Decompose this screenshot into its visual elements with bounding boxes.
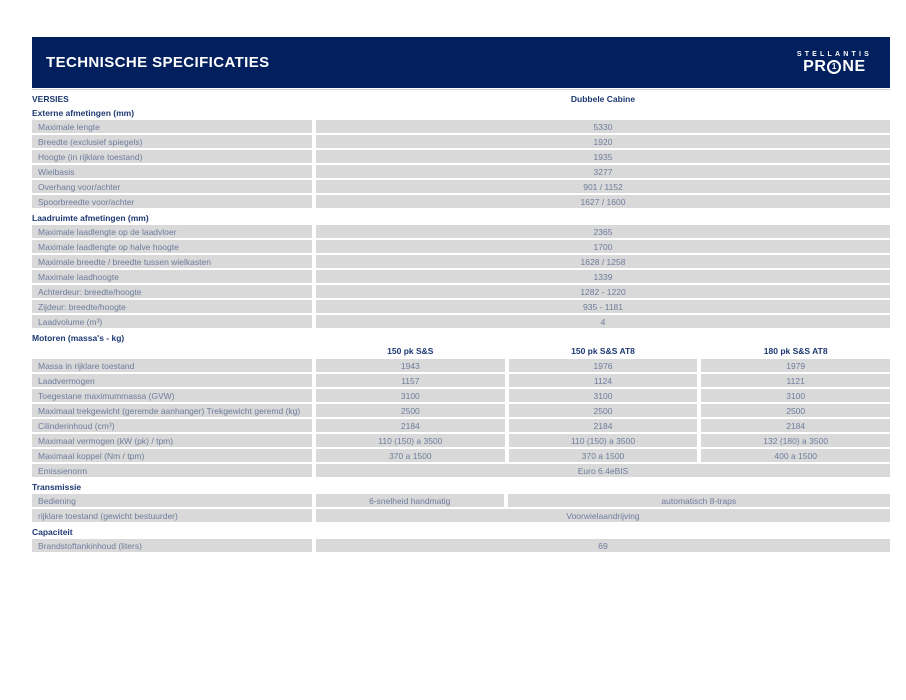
spec-value: 2500 (316, 404, 505, 417)
spec-row (32, 389, 890, 402)
spec-value: 370 a 1500 (509, 449, 698, 462)
spec-label: Hoogte (in rijklare toestand) (32, 150, 312, 163)
spec-value-merged: 69 (316, 539, 890, 552)
spec-label: Maximale laadlengte op de laadvloer (32, 225, 312, 238)
spec-label: Toegestane maximummassa (GVW) (32, 389, 312, 402)
spec-row (32, 315, 890, 328)
spec-row (32, 404, 890, 417)
spec-value: 110 (150) a 3500 (316, 434, 505, 447)
spec-label: Maximale breedte / breedte tussen wielkasten (32, 255, 312, 268)
engine-columns-spacer (32, 345, 316, 357)
spec-label: Zijdeur: breedte/hoogte (32, 300, 312, 313)
spec-row (32, 255, 890, 268)
engine-column-headers (316, 345, 890, 357)
spec-value: 3100 (509, 389, 698, 402)
section-title-exterior: Externe afmetingen (mm) (32, 107, 135, 118)
spec-value: 4 (316, 315, 890, 328)
spec-row (32, 374, 890, 387)
spec-value: 370 a 1500 (316, 449, 505, 462)
spec-value: 1920 (316, 135, 890, 148)
section-title-cargo: Laadruimte afmetingen (mm) (32, 212, 149, 223)
spec-row (32, 240, 890, 253)
spec-label: Maximaal trekgewicht (geremde aanhanger) Trekgewicht geremd (kg) (32, 404, 312, 417)
spec-label: Maximale laadlengte op halve hoogte (32, 240, 312, 253)
spec-row (32, 300, 890, 313)
spec-row-bediening (32, 494, 890, 507)
spec-value: 1979 (701, 359, 890, 372)
spec-value: 1935 (316, 150, 890, 163)
proone-wordmark (803, 59, 865, 75)
spec-label: Wielbasis (32, 165, 312, 178)
spec-label: rijklare toestand (gewicht bestuurder) (32, 509, 312, 522)
section-title-capacity: Capaciteit (32, 526, 73, 537)
spec-values (316, 434, 890, 447)
spec-value: 901 / 1152 (316, 180, 890, 193)
spec-row (32, 135, 890, 148)
versions-row (32, 89, 890, 105)
spec-label: Bediening (32, 494, 312, 507)
section-title-engines: Motoren (massa's - kg) (32, 332, 125, 343)
spec-values (316, 494, 890, 507)
spec-label: Maximaal koppel (Nm / tpm) (32, 449, 312, 462)
spec-values (316, 389, 890, 402)
spec-value-merged: Euro 6.4eBIS (316, 464, 890, 477)
spec-row (32, 419, 890, 432)
spec-value: 6-snelheid handmatig (316, 494, 504, 507)
proone-ne: NE (842, 57, 866, 75)
engine-column-header: 150 pk S&S AT8 (571, 346, 635, 356)
spec-value: 1157 (316, 374, 505, 387)
page-title: TECHNISCHE SPECIFICATIES (46, 54, 270, 71)
section-title-transmission: Transmissie (32, 481, 82, 492)
spec-value: 2500 (509, 404, 698, 417)
spec-row (32, 120, 890, 133)
spec-row-drive (32, 509, 890, 522)
spec-row (32, 180, 890, 193)
spec-value: 3277 (316, 165, 890, 178)
spec-row (32, 359, 890, 372)
spec-value: 5330 (316, 120, 890, 133)
spec-label: Achterdeur: breedte/hoogte (32, 285, 312, 298)
spec-row (32, 270, 890, 283)
spec-value: 1339 (316, 270, 890, 283)
spec-value: 2365 (316, 225, 890, 238)
spec-values (316, 449, 890, 462)
spec-label: Laadvolume (m³) (32, 315, 312, 328)
engine-column-header: 150 pk S&S (387, 346, 434, 356)
spec-label: Maximale lengte (32, 120, 312, 133)
spec-value: 3100 (316, 389, 505, 402)
proone-pr: PR (803, 57, 827, 75)
spec-label: Maximale laadhoogte (32, 270, 312, 283)
spec-value-merged: automatisch 8-traps (508, 494, 891, 507)
engine-columns-row (32, 345, 890, 357)
spec-value: 1627 / 1600 (316, 195, 890, 208)
spec-value: 2184 (701, 419, 890, 432)
spec-value: 1124 (509, 374, 698, 387)
spec-value: 2500 (701, 404, 890, 417)
spec-label: Breedte (exclusief spiegels) (32, 135, 312, 148)
spec-value: 1121 (701, 374, 890, 387)
spec-row (32, 449, 890, 462)
spec-row (32, 285, 890, 298)
spec-values (316, 374, 890, 387)
spec-label: Cilinderinhoud (cm³) (32, 419, 312, 432)
spec-value: 1282 - 1220 (316, 285, 890, 298)
spec-value: 1628 / 1258 (316, 255, 890, 268)
spec-label: Massa in rijklare toestand (32, 359, 312, 372)
spec-label: Spoorbreedte voor/achter (32, 195, 312, 208)
proone-o-ring-icon (827, 60, 841, 74)
spec-row (32, 539, 890, 552)
spec-label: Overhang voor/achter (32, 180, 312, 193)
spec-row-emission (32, 464, 890, 477)
spec-values (316, 404, 890, 417)
spec-value: 110 (150) a 3500 (509, 434, 698, 447)
spec-row (32, 434, 890, 447)
spec-values (316, 419, 890, 432)
version-column-header: Dubbele Cabine (570, 93, 636, 104)
spec-value: 935 - 1181 (316, 300, 890, 313)
spec-value: 2184 (316, 419, 505, 432)
proone-digit: 1 (831, 61, 837, 71)
spec-value: 400 a 1500 (701, 449, 890, 462)
spec-value-merged: Voorwielaandrijving (316, 509, 890, 522)
spec-label: Brandstoftankinhoud (liters) (32, 539, 312, 552)
spec-value: 132 (180) a 3500 (701, 434, 890, 447)
stellantis-wordmark: STELLANTIS (796, 50, 872, 58)
spec-value: 1976 (509, 359, 698, 372)
spec-value: 2184 (509, 419, 698, 432)
spec-value: 1943 (316, 359, 505, 372)
spec-row (32, 195, 890, 208)
spec-label: Laadvermogen (32, 374, 312, 387)
spec-row (32, 165, 890, 178)
versions-label: VERSIES (32, 93, 69, 104)
header-bar (32, 37, 890, 88)
spec-row (32, 225, 890, 238)
spec-values (316, 359, 890, 372)
spec-label: Emissienorm (32, 464, 312, 477)
stellantis-proone-logo (797, 51, 872, 75)
spec-label: Maximaal vermogen (kW (pk) / tpm) (32, 434, 312, 447)
spec-row (32, 150, 890, 163)
spec-value: 1700 (316, 240, 890, 253)
engine-column-header: 180 pk S&S AT8 (763, 346, 828, 356)
spec-value: 3100 (701, 389, 890, 402)
